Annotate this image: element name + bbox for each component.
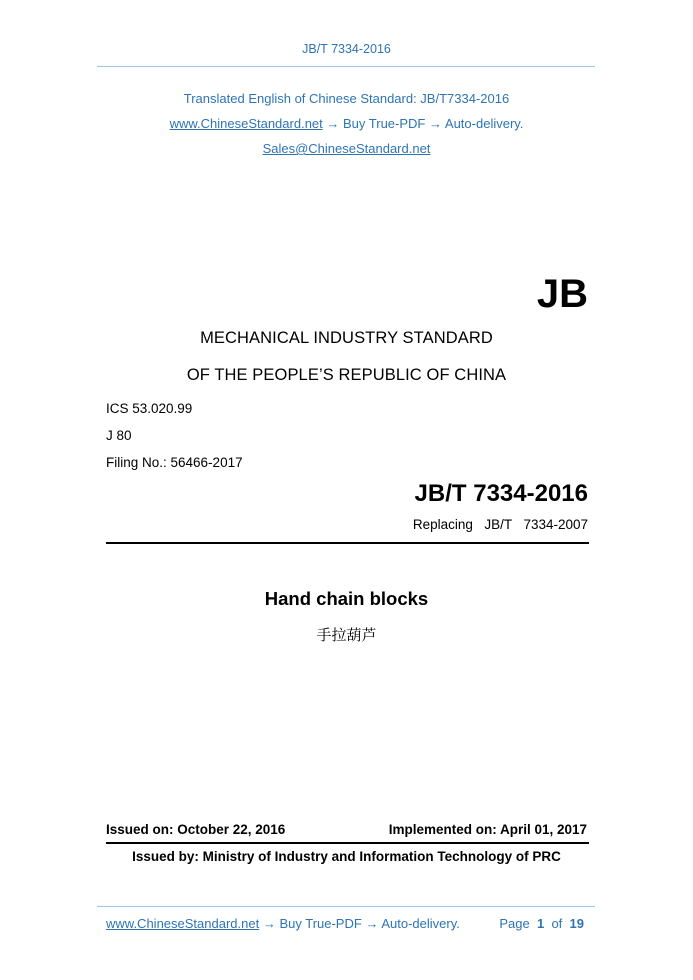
standard-number: JB/T 7334-2016 (414, 480, 588, 507)
page-total: 19 (569, 916, 584, 931)
arrow-right-icon: → (326, 116, 340, 131)
footer-delivery-text: Auto-delivery. (381, 916, 460, 931)
arrow-right-icon: → (365, 916, 379, 931)
document-title: Hand chain blocks (264, 588, 429, 609)
footer-site-link[interactable]: www.ChineseStandard.net (106, 916, 260, 931)
implemented-on: Implemented on: April 01, 2017 (388, 822, 587, 837)
email-line (0, 141, 693, 156)
page-of: of (551, 916, 563, 931)
delivery-text: Auto-delivery. (444, 116, 524, 131)
issued-on: Issued on: October 22, 2016 (106, 822, 286, 837)
arrow-right-icon: → (262, 916, 276, 931)
footer-promo (106, 916, 460, 931)
promo-line (0, 116, 693, 131)
translation-note: Translated English of Chinese Standard: JB/T7334-2016 (183, 91, 510, 106)
running-header: JB/T 7334-2016 (302, 42, 391, 56)
top-rule (106, 542, 589, 544)
site-link[interactable]: www.ChineseStandard.net (169, 116, 323, 131)
document-title-chinese: 手拉葫芦 (316, 626, 377, 644)
arrow-right-icon: → (429, 116, 442, 131)
ics-code: ICS 53.020.99 (106, 401, 193, 416)
buy-text: Buy True-PDF (343, 116, 426, 131)
issued-by: Issued by: Ministry of Industry and Information Technology of PRC (132, 849, 561, 864)
bottom-rule (106, 842, 589, 844)
page-current: 1 (536, 916, 545, 931)
footer-divider (97, 906, 595, 907)
j-code: J 80 (106, 428, 132, 443)
replacing-note: Replacing JB/T 7334-2007 (412, 517, 588, 532)
footer-buy-text: Buy True-PDF (279, 916, 362, 931)
header-divider (97, 66, 595, 67)
page-label: Page (499, 916, 530, 931)
email-link[interactable]: Sales@ChineseStandard.net (262, 141, 431, 156)
ministry-line-2: OF THE PEOPLE’S REPUBLIC OF CHINA (186, 366, 507, 384)
standard-logo: JB (536, 272, 588, 316)
page-indicator (499, 916, 584, 931)
filing-number: Filing No.: 56466-2017 (106, 455, 243, 470)
ministry-line-1: MECHANICAL INDUSTRY STANDARD (200, 329, 493, 347)
